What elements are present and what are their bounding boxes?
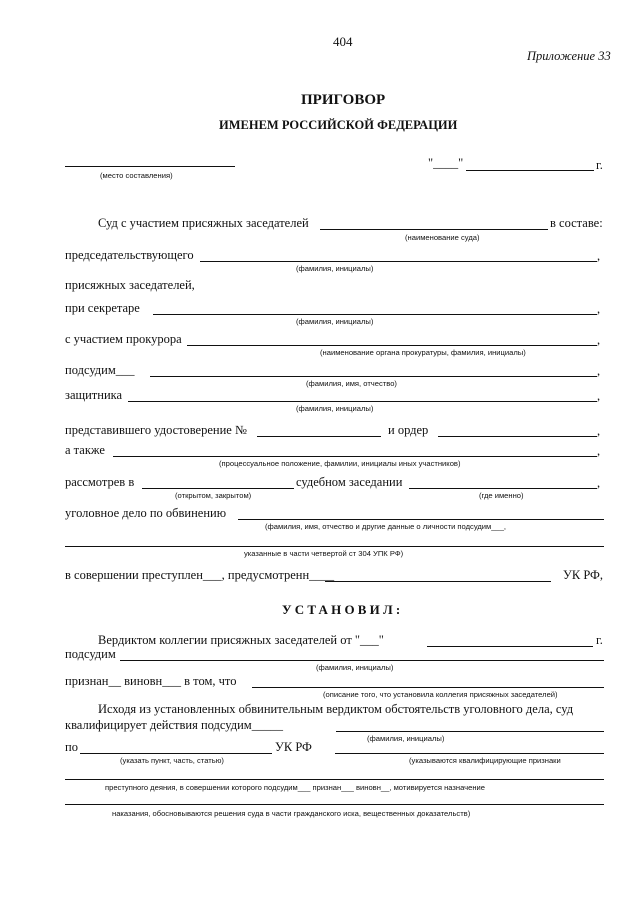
comma: , [597, 302, 601, 316]
defendant-field[interactable] [150, 376, 597, 377]
po-label: по [65, 740, 78, 754]
defender-field[interactable] [128, 401, 597, 402]
verdict-defendant-caption: (фамилия, инициалы) [316, 663, 394, 672]
based-text: Исходя из установленных обвинительным вердиктом обстоятельств уголовного дела, суд [98, 702, 574, 716]
jurors-label: присяжных заседателей, [65, 278, 195, 292]
reasoning-caption-2: наказания, обосновываются решения суда в части гражданского иска, вещественных доказательств) [112, 809, 471, 818]
also-caption: (процессуальное положение, фамилии, инициалы иных участников) [219, 459, 461, 468]
verdict-defendant-field[interactable] [120, 660, 604, 661]
page-number: 404 [333, 34, 353, 49]
presiding-caption: (фамилия, инициалы) [296, 264, 374, 273]
verdict-defendant-label: подсудим [65, 647, 116, 661]
order-field[interactable] [438, 436, 597, 437]
crime-label: в совершении преступлен___, предусмотренн____ [65, 568, 335, 582]
session-label: судебном заседании [296, 475, 403, 489]
considered-label: рассмотрев в [65, 475, 135, 489]
verdict-year-suffix: г. [596, 633, 603, 647]
verdict-label: Вердиктом коллегии присяжных заседателей от "___" [98, 633, 384, 647]
session-caption: (открытом, закрытом) [175, 491, 252, 500]
verdict-date-field[interactable] [427, 646, 593, 647]
reasoning-field[interactable] [65, 779, 604, 780]
found-label: признан__ виновн___ в том, что [65, 674, 237, 688]
article-field[interactable] [80, 753, 272, 754]
certificate-field[interactable] [257, 436, 381, 437]
prosecutor-caption: (наименование органа прокуратуры, фамилия, инициалы) [320, 348, 526, 357]
where-caption: (где именно) [479, 491, 524, 500]
court-suffix: в составе: [550, 216, 603, 230]
found-caption: (описание того, что установила коллегия присяжных заседателей) [323, 690, 558, 699]
section-title: УСТАНОВИЛ: [282, 602, 404, 617]
document-title: ПРИГОВОР [301, 92, 386, 108]
court-caption: (наименование суда) [405, 233, 480, 242]
case-field-2[interactable] [65, 546, 604, 547]
defendant-label: подсудим___ [65, 363, 135, 377]
prosecutor-label: с участием прокурора [65, 332, 182, 346]
comma: , [597, 364, 601, 378]
qualifies-label: квалифицирует действия подсудим_____ [65, 718, 283, 732]
secretary-label: при секретаре [65, 301, 140, 315]
place-caption: (место составления) [100, 171, 173, 180]
comma: , [597, 424, 601, 438]
case-caption-2: указанные в части четвертой ст 304 УПК РФ) [244, 549, 404, 558]
defendant-caption: (фамилия, имя, отчество) [306, 379, 397, 388]
session-type-field[interactable] [142, 488, 294, 489]
comma: , [597, 444, 601, 458]
qualifies-caption: (фамилия, инициалы) [367, 734, 445, 743]
case-field[interactable] [238, 519, 604, 520]
secretary-field[interactable] [153, 314, 597, 315]
defender-label: защитника [65, 388, 123, 402]
signs-caption: (указываются квалифицирующие признаки [409, 756, 561, 765]
prosecutor-field[interactable] [187, 345, 597, 346]
secretary-caption: (фамилия, инициалы) [296, 317, 374, 326]
comma: , [597, 476, 601, 490]
certificate-label: представившего удостоверение № [65, 423, 247, 437]
comma: , [597, 389, 601, 403]
defender-caption: (фамилия, инициалы) [296, 404, 374, 413]
court-field[interactable] [320, 229, 548, 230]
reasoning-caption: преступного деяния, в совершении которого подсудим___ признан___ виновн__, мотивируется назначение [105, 783, 485, 792]
comma: , [597, 333, 601, 347]
place-field[interactable] [65, 166, 235, 167]
presiding-label: председательствующего [65, 248, 194, 262]
signs-field[interactable] [335, 753, 604, 754]
court-label: Суд с участием присяжных заседателей [98, 216, 309, 230]
uk-label: УК РФ [275, 740, 312, 754]
date-day: "____" [428, 156, 464, 170]
order-label: и ордер [388, 423, 429, 437]
found-field[interactable] [252, 687, 604, 688]
where-field[interactable] [409, 488, 597, 489]
presiding-field[interactable] [200, 261, 597, 262]
crime-article-field[interactable] [325, 581, 551, 582]
qualifies-field[interactable] [336, 731, 604, 732]
crime-suffix: УК РФ, [563, 568, 604, 582]
reasoning-field-2[interactable] [65, 804, 604, 805]
document-subtitle: ИМЕНЕМ РОССИЙСКОЙ ФЕДЕРАЦИИ [219, 118, 458, 132]
also-label: а также [65, 443, 105, 457]
article-caption: (указать пункт, часть, статью) [120, 756, 224, 765]
date-field[interactable] [466, 170, 594, 171]
case-caption: (фамилия, имя, отчество и другие данные о личности подсудим___, [265, 522, 507, 531]
comma: , [597, 249, 601, 263]
year-suffix: г. [596, 158, 603, 172]
case-label: уголовное дело по обвинению [65, 506, 227, 520]
also-field[interactable] [113, 456, 597, 457]
appendix-label: Приложение 33 [527, 49, 611, 63]
